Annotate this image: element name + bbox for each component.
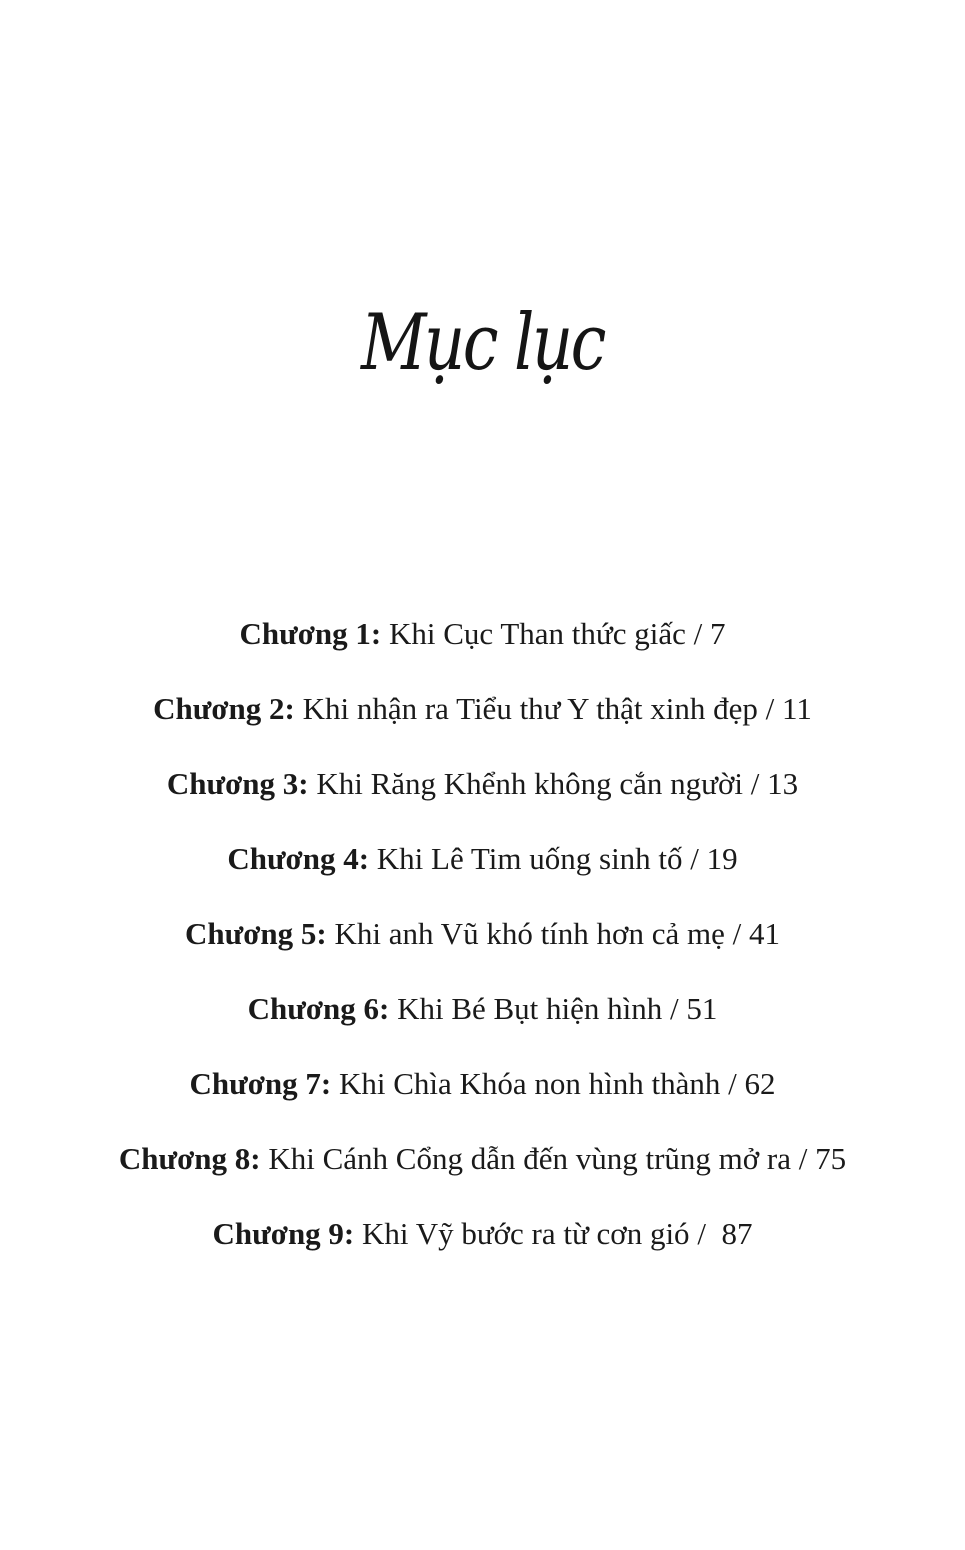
page-number: 13 [767,766,799,801]
page-separator: / [757,691,783,726]
page-number: 62 [744,1066,776,1101]
page-separator: / [685,616,710,651]
page-number: 51 [686,991,718,1026]
chapter-title: Khi anh Vũ khó tính hơn cả mẹ [334,916,725,951]
chapter-label: Chương 8: [118,1141,261,1176]
table-of-contents [40,608,925,1283]
page-number: 41 [748,916,780,951]
toc-entry-chapter-6 [40,983,925,1058]
page-number: 75 [815,1141,847,1176]
chapter-label: Chương 7: [189,1066,332,1101]
toc-entry-chapter-3 [40,758,925,833]
chapter-label: Chương 3: [166,766,309,801]
chapter-label: Chương 5: [185,916,327,951]
chapter-label: Chương 1: [239,616,382,651]
page-number: 11 [782,691,812,726]
chapter-title: Khi Vỹ bước ra từ cơn gió [362,1216,690,1251]
page-separator: / [662,991,687,1026]
toc-entry-chapter-5 [40,908,925,983]
chapter-label: Chương 4: [227,841,370,876]
page-number: 19 [706,841,738,876]
toc-entry-chapter-2 [40,683,925,758]
chapter-title: Khi Cánh Cổng dẫn đến vùng trũng mở ra [268,1141,791,1176]
chapter-label: Chương 2: [153,691,295,726]
toc-entry-chapter-8 [40,1133,925,1208]
chapter-title: Khi Răng Khểnh không cắn người [316,766,743,801]
page-number: 87 [721,1216,753,1251]
page-separator: / [720,1066,745,1101]
page-separator: / [682,841,707,876]
chapter-label: Chương 6: [247,991,390,1026]
toc-entry-chapter-9 [40,1208,925,1283]
page-separator: / [724,916,749,951]
chapter-title: Khi Cục Than thức giấc [388,616,686,651]
chapter-title: Khi Bé Bụt hiện hình [397,991,663,1026]
page-separator: / [689,1216,722,1251]
chapter-title: Khi Lê Tim uống sinh tố [376,841,683,876]
chapter-title: Khi Chìa Khóa non hình thành [338,1066,721,1101]
toc-entry-chapter-7 [40,1058,925,1133]
toc-entry-chapter-4 [40,833,925,908]
page-title: Mục lục [360,298,605,388]
chapter-label: Chương 9: [212,1216,355,1251]
toc-entry-chapter-1 [40,608,925,683]
page-separator: / [791,1141,816,1176]
page-number: 7 [709,616,726,651]
page-separator: / [743,766,768,801]
chapter-title: Khi nhận ra Tiểu thư Y thật xinh đẹp [302,691,758,726]
